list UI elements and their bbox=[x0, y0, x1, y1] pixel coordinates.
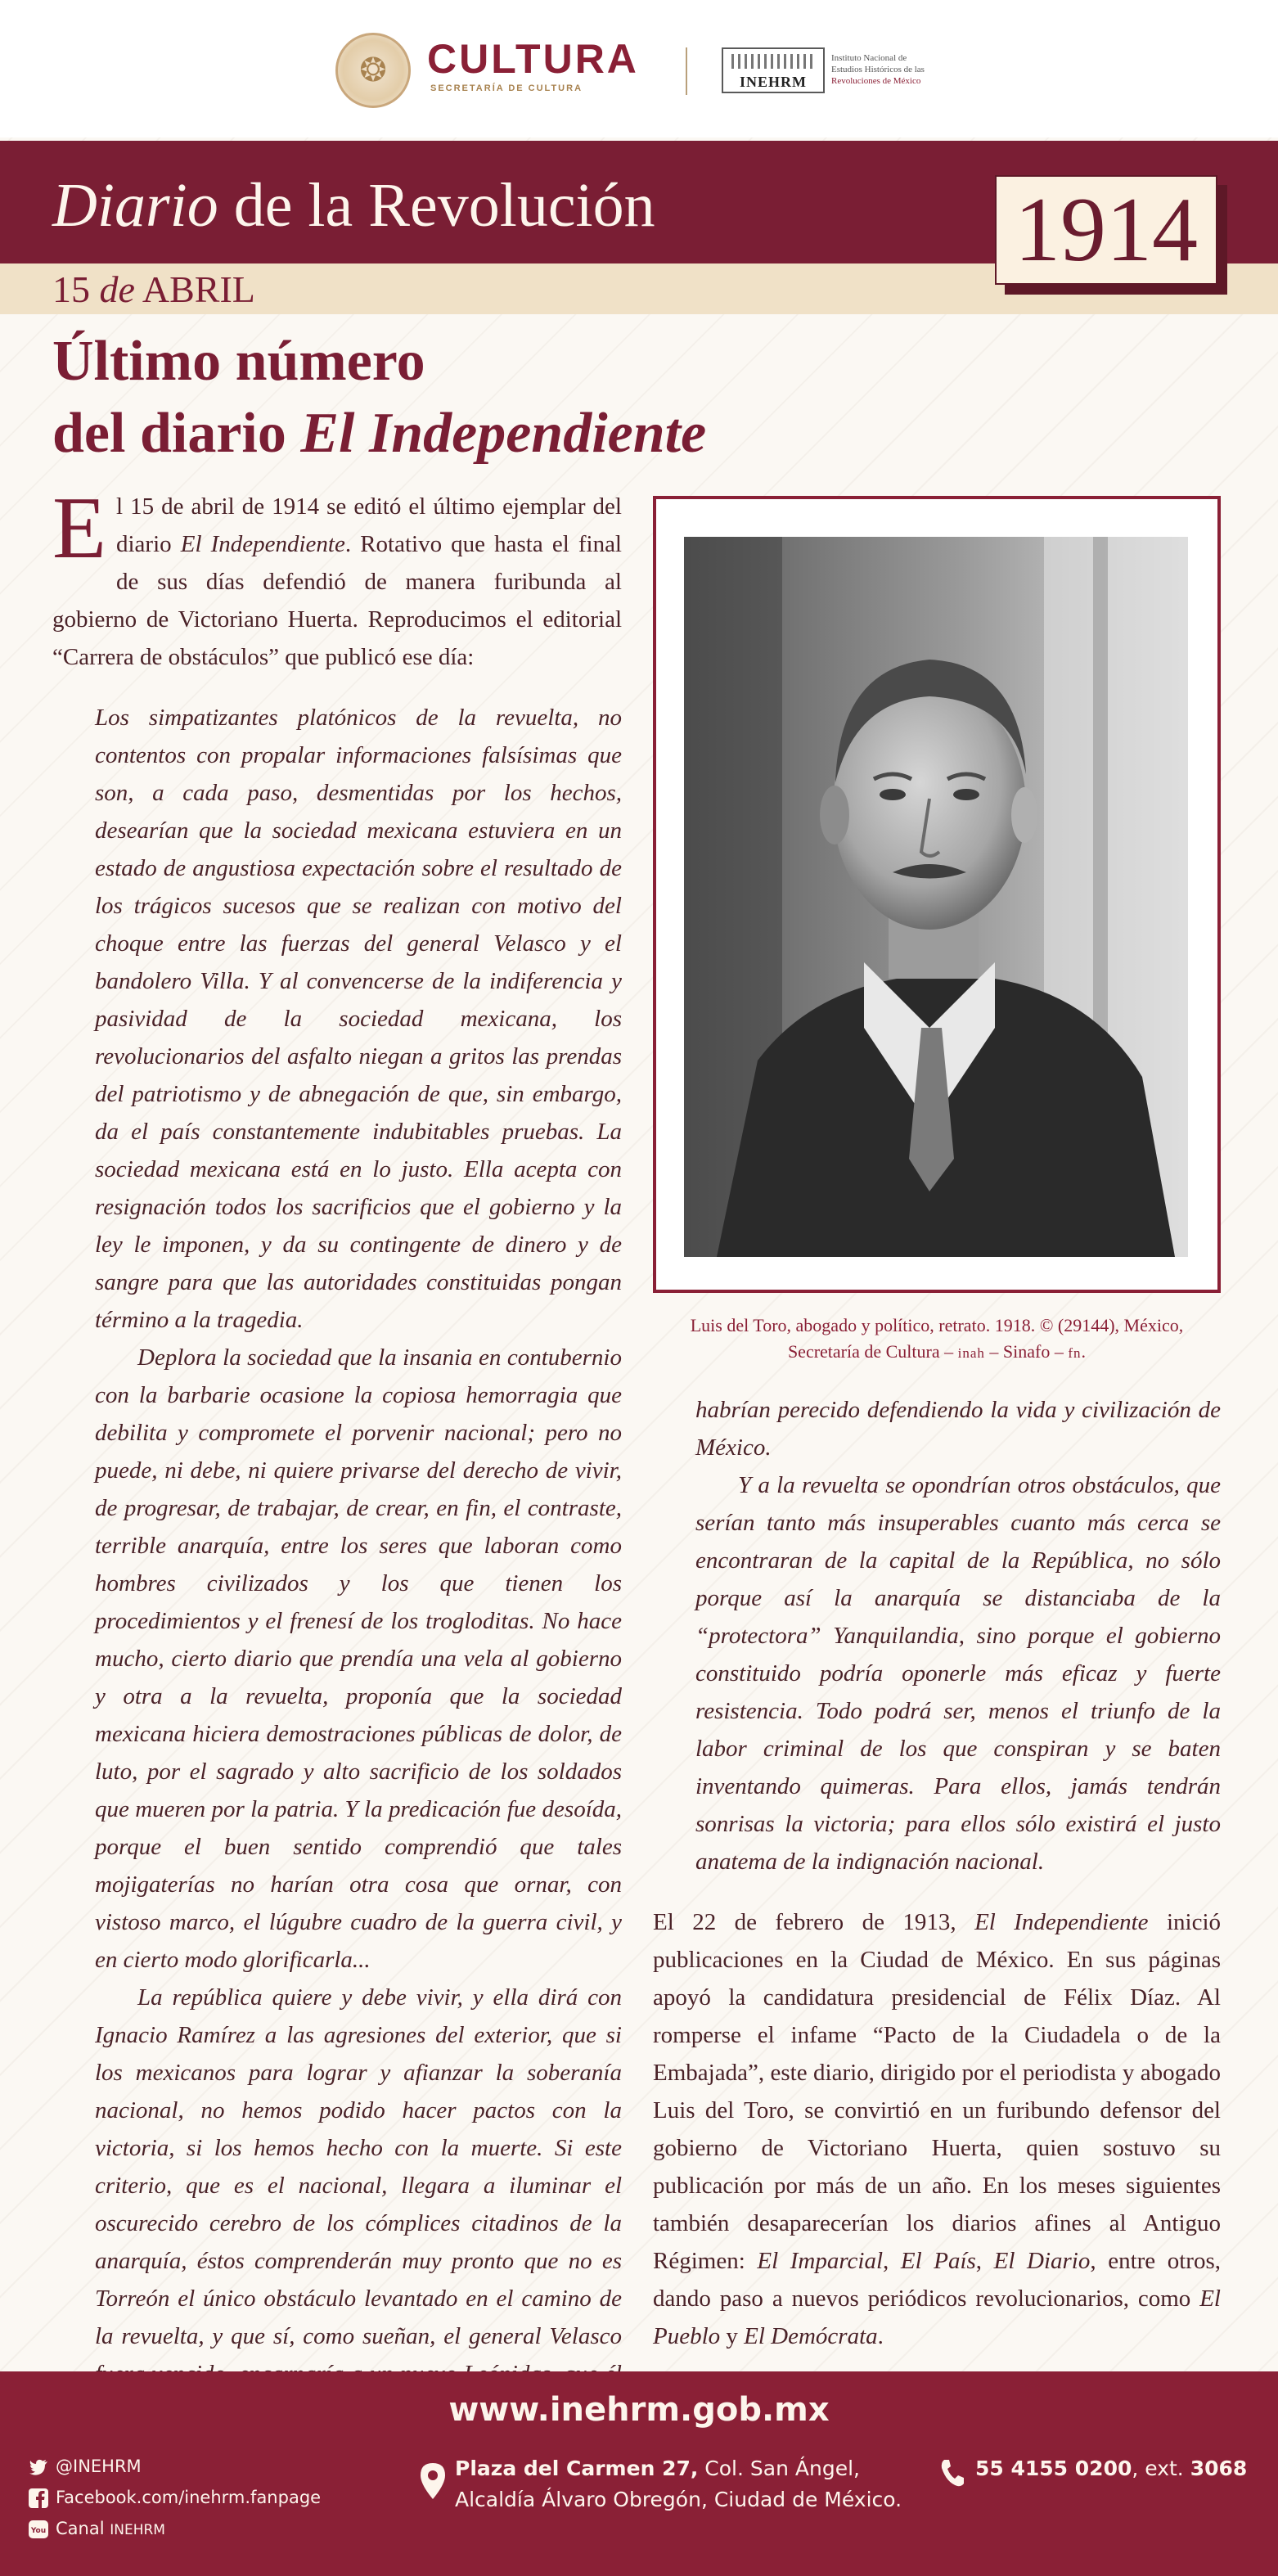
editorial-quote-right bbox=[695, 1391, 1221, 1880]
quote-paragraph: Los simpatizantes platónicos de la revuelta, no contentos con propalar informaciones falsísimas que son, a cada paso, desmentidas por los hechos, desearían que la sociedad mexicana estuviera en un estado de angustiosa expectación sobre el resultado de los trágicos sucesos que se realizan con motivo del choque entre las fuerzas del general Velasco y el bandolero Villa. Y al convencerse de la indiferencia y pasividad de la sociedad mexicana, los revolucionarios del asfalto niegan a gritos las prendas del patriotismo y de abnegación de que, sin embargo, da el país constantemente indubitables pruebas. La sociedad mexicana está en lo justo. Ella acepta con resignación todos los sacrificios que el gobierno y la ley le imponen, y da su contingente de dinero y de sangre para que las autoridades constituidas pongan término a la tragedia. bbox=[95, 705, 622, 1333]
quote-paragraph: La república quiere y debe vivir, y ella dirá con Ignacio Ramírez a las agresiones del exterior, que si los mexicanos para lograr y afianzar la soberanía nacional, no hemos podido hacer pactos con la victoria, si los hemos hecho con la muerte. Si este criterio, que es el nacional, llegara a iluminar el oscurecido cerebro de los cómplices citadinos de la anarquía, éstos comprenderán muy pronto que no es Torreón el único obstáculo levantado en el camino de la revuelta, y que sí, como sueñan, el general Velasco bbox=[95, 1984, 622, 2349]
closing-italic: El Demócrata bbox=[744, 2323, 878, 2349]
closing-italic: El Diario bbox=[993, 2248, 1091, 2274]
facebook-icon bbox=[28, 2488, 49, 2509]
phone-ext: 3068 bbox=[1190, 2457, 1248, 2480]
youtube-link[interactable] bbox=[28, 2519, 165, 2540]
intro-paragraph bbox=[52, 480, 622, 676]
facebook-link[interactable] bbox=[28, 2488, 321, 2509]
inehrm-name bbox=[831, 52, 987, 87]
closing-text: inició publicaciones en la Ciudad de México. En sus páginas apoyó la candidatura presidencial de Félix Díaz. Al romperse el infame “Pacto de la Ciudadela o de la Embajada”, este diario, dirigido por el periodista y abogado Luis del Toro, se convirtió en un furibundo defensor del gobierno de Victoriano Huerta, quien sostuvo su publicación por más de un año. En los meses siguientes también desaparecerían los diarios afines al Antiguo Régimen: bbox=[653, 1909, 1222, 2274]
editorial-quote-left bbox=[95, 699, 622, 2430]
date-de: de bbox=[99, 268, 135, 310]
portrait-illustration bbox=[684, 537, 1188, 1257]
intro-text-b: . Rotativo que hasta el final de sus días defendió de manera furibunda al gobierno de Victoriano Huerta. Reproducimos el editorial “Carrera de obstáculos” que publicó ese día: bbox=[52, 531, 622, 670]
headline-italic: El Independiente bbox=[300, 402, 707, 465]
issue-date bbox=[52, 267, 255, 313]
series-title-italic: Diario bbox=[52, 171, 218, 240]
closing-italic: El Independiente bbox=[974, 1909, 1149, 1935]
closing-italic: El Pueblo bbox=[653, 2286, 1221, 2349]
phone-ext-label: , ext. bbox=[1132, 2457, 1190, 2480]
inehrm-name-line3: Revoluciones de México bbox=[831, 76, 921, 86]
youtube-icon bbox=[28, 2519, 49, 2540]
closing-text: , entre otros, dando paso a nuevos periódicos revolucionarios, como bbox=[653, 2248, 1221, 2312]
phone-icon bbox=[939, 2458, 965, 2488]
facebook-url: Facebook.com/inehrm.fanpage bbox=[56, 2488, 322, 2507]
twitter-handle: @INEHRM bbox=[56, 2457, 142, 2476]
portrait-photo bbox=[684, 537, 1188, 1257]
caption-inah: inah bbox=[957, 1345, 985, 1361]
article-headline bbox=[52, 326, 871, 470]
caption-fn: fn bbox=[1068, 1345, 1082, 1361]
caption-line1: Luis del Toro, abogado y político, retrato. 1918. © (29144), México, bbox=[690, 1315, 1184, 1335]
location-pin-icon bbox=[419, 2461, 447, 2501]
phone-main: 55 4155 0200 bbox=[975, 2457, 1132, 2480]
series-title bbox=[52, 169, 655, 242]
youtube-channel: INEHRM bbox=[110, 2522, 165, 2538]
closing-italic: El País bbox=[900, 2248, 976, 2274]
address-street: Plaza del Carmen 27, bbox=[455, 2457, 699, 2480]
drop-cap: E bbox=[52, 480, 106, 577]
closing-italic: El Imparcial bbox=[757, 2248, 884, 2274]
website-link[interactable]: www.inehrm.gob.mx bbox=[448, 2391, 830, 2429]
address-line2: Alcaldía Álvaro Obregón, Ciudad de México. bbox=[455, 2488, 902, 2511]
closing-text: El 22 de febrero de 1913, bbox=[653, 1909, 975, 1935]
closing-text: , bbox=[883, 2248, 901, 2274]
header-bar bbox=[0, 0, 1278, 137]
twitter-icon bbox=[28, 2457, 49, 2478]
cultura-subtitle: SECRETARÍA DE CULTURA bbox=[430, 83, 583, 93]
caption-line2 bbox=[653, 1339, 1221, 1367]
date-day: 15 bbox=[52, 268, 100, 310]
quote-paragraph: habrían perecido defendiendo la vida y civilización de México. bbox=[695, 1397, 1221, 1461]
caption-part: . bbox=[1081, 1341, 1087, 1362]
photo-caption bbox=[653, 1313, 1221, 1367]
year-box: 1914 bbox=[995, 175, 1217, 285]
intro-text-a: l 15 de abril de 1914 se editó el último ejemplar del diario bbox=[115, 493, 622, 557]
inehrm-name-line2: Estudios Históricos de las bbox=[831, 65, 925, 74]
caption-part: – Sinafo – bbox=[984, 1341, 1069, 1362]
twitter-link[interactable] bbox=[28, 2457, 142, 2478]
series-title-rest: de la Revolución bbox=[218, 171, 655, 240]
youtube-icon-text: You bbox=[30, 2527, 47, 2535]
cultura-logo-text: CULTURA bbox=[427, 36, 639, 82]
date-month: ABRIL bbox=[134, 268, 255, 310]
inehrm-acronym: INEHRM bbox=[740, 74, 807, 90]
inehrm-name-line1: Instituto Nacional de bbox=[831, 53, 907, 63]
caption-part: Secretaría de Cultura – bbox=[787, 1341, 958, 1362]
headline-line1: Último número bbox=[52, 330, 425, 393]
header-divider bbox=[686, 47, 687, 95]
quote-paragraph: Y a la revuelta se opondrían otros obstáculos, que serían tanto más insuperables cuanto más cerca se encontraran de la capital de la República, no sólo porque así la anarquía se distanciaba de la “protectora” Yanquilandia, sino porque el gobierno constituido podría oponerle más eficaz y fuerte resistencia. Todo podrá ser, menos el triunfo de la labor criminal de los que conspiran y se baten inventando quimeras. Para ellos, jamás tendrán sonrisas la victoria; para ellos sólo existirá el justo anatema de la indignación nacional. bbox=[695, 1472, 1221, 1875]
closing-paragraph bbox=[653, 1903, 1221, 2355]
headline-prefix: del diario bbox=[52, 402, 301, 465]
seal-icon: ❂ bbox=[335, 33, 411, 108]
youtube-label: Canal bbox=[56, 2519, 110, 2538]
address-line1 bbox=[455, 2457, 860, 2480]
closing-text: , bbox=[975, 2248, 994, 2274]
closing-text: y bbox=[720, 2323, 745, 2349]
phone-number[interactable] bbox=[975, 2457, 1247, 2480]
headline-line2 bbox=[52, 398, 871, 470]
address-rest: Col. San Ángel, bbox=[698, 2457, 860, 2480]
quote-paragraph: Deplora la sociedad que la insania en contubernio con la barbarie ocasione la copiosa hemorragia que debilita y compromete el porvenir nacional; pero no puede, ni debe, ni quiere privarse del derecho de vivir, de progresar, de trabajar, de crear, en fin, el contraste, terrible anarquía, entre los seres que laboran como hombres civilizados y los que tienen los procedimientos y el frenesí de los trogloditas. No hace mucho, cierto diario que prendía una vela al gobierno y otra a la revuelta, proponía que la sociedad mexicana hiciera demostraciones públicas de dolor, de luto, por el sagrado y alto sacrificio de los soldados que mueren por la patria. Y la predicación fue desoída, porque el buen sentido comprendió que tales mojigaterías no harían otra cosa que ornar, con vistoso marco, el lúgubre cuadro de la guerra civil, y en cierto modo glorificarla... bbox=[95, 1344, 622, 1973]
intro-italic: El Independiente bbox=[180, 531, 345, 557]
closing-text: . bbox=[877, 2323, 884, 2349]
